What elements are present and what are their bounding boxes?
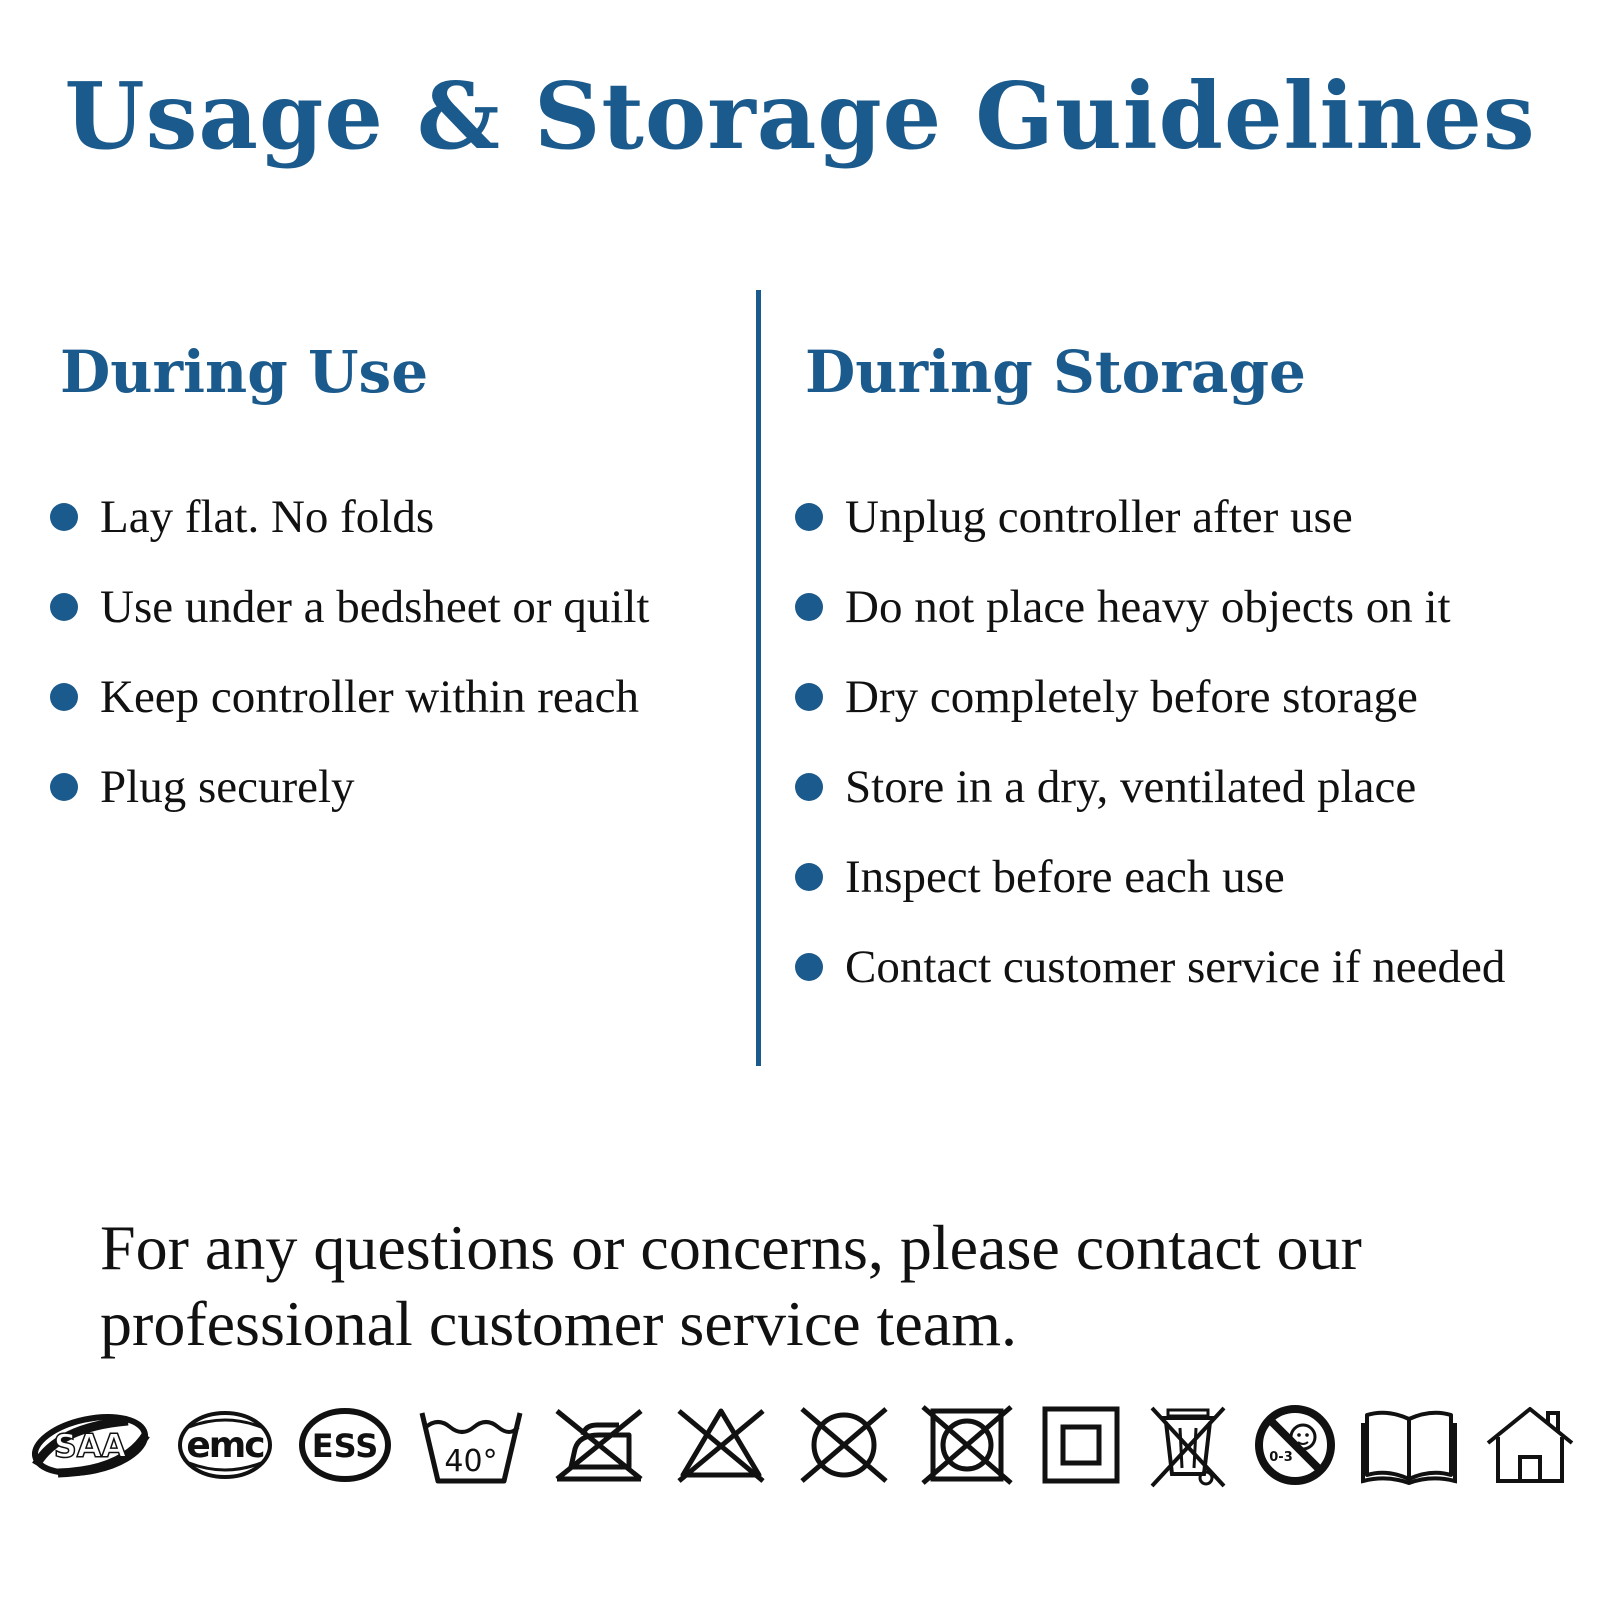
do-not-bleach-icon (671, 1403, 771, 1487)
svg-text:40°: 40° (444, 1444, 498, 1479)
during-use-heading: During Use (60, 338, 429, 406)
ess-logo-icon (297, 1405, 393, 1485)
bullet-icon (50, 503, 78, 531)
wash-40-icon (416, 1403, 526, 1487)
during-storage-heading: During Storage (805, 338, 1306, 406)
list-item: Do not place heavy objects on it (795, 562, 1595, 652)
list-item: Contact customer service if needed (795, 922, 1595, 1012)
bullet-icon (795, 863, 823, 891)
during-use-section (60, 338, 750, 832)
svg-text:SAA: SAA (53, 1427, 127, 1465)
weee-crossed-bin-icon (1146, 1400, 1230, 1490)
list-item: Store in a dry, ventilated place (795, 742, 1595, 832)
page-title: Usage & Storage Guidelines (64, 62, 1536, 170)
during-use-list (50, 472, 750, 832)
svg-text:0-3: 0-3 (1268, 1450, 1293, 1465)
do-not-dry-clean-icon (794, 1403, 894, 1487)
bullet-icon (50, 773, 78, 801)
emc-logo-icon (175, 1405, 275, 1485)
bullet-icon (50, 683, 78, 711)
double-insulation-icon (1039, 1403, 1123, 1487)
not-for-children-icon (1253, 1403, 1337, 1487)
column-divider (756, 290, 761, 1066)
svg-text:emc: emc (186, 1425, 264, 1466)
during-storage-list (795, 472, 1595, 1012)
do-not-iron-icon (549, 1403, 649, 1487)
bullet-icon (795, 773, 823, 801)
list-item: Use under a bedsheet or quilt (50, 562, 750, 652)
saa-logo-icon (28, 1405, 152, 1485)
bullet-icon (795, 953, 823, 981)
do-not-tumble-dry-icon (917, 1403, 1017, 1487)
list-item: Dry completely before storage (795, 652, 1595, 742)
certification-icons-row (28, 1400, 1578, 1490)
during-storage-section (805, 338, 1595, 1012)
indoor-use-house-icon (1482, 1403, 1578, 1487)
list-item: Inspect before each use (795, 832, 1595, 922)
list-item: Lay flat. No folds (50, 472, 750, 562)
bullet-icon (795, 683, 823, 711)
read-manual-book-icon (1359, 1405, 1459, 1485)
list-item: Keep controller within reach (50, 652, 750, 742)
svg-text:ESS: ESS (312, 1427, 379, 1465)
bullet-icon (795, 593, 823, 621)
footer-contact-text: For any questions or concerns, please contact our professional customer service team. (100, 1212, 1362, 1359)
list-item: Plug securely (50, 742, 750, 832)
bullet-icon (795, 503, 823, 531)
bullet-icon (50, 593, 78, 621)
list-item: Unplug controller after use (795, 472, 1595, 562)
